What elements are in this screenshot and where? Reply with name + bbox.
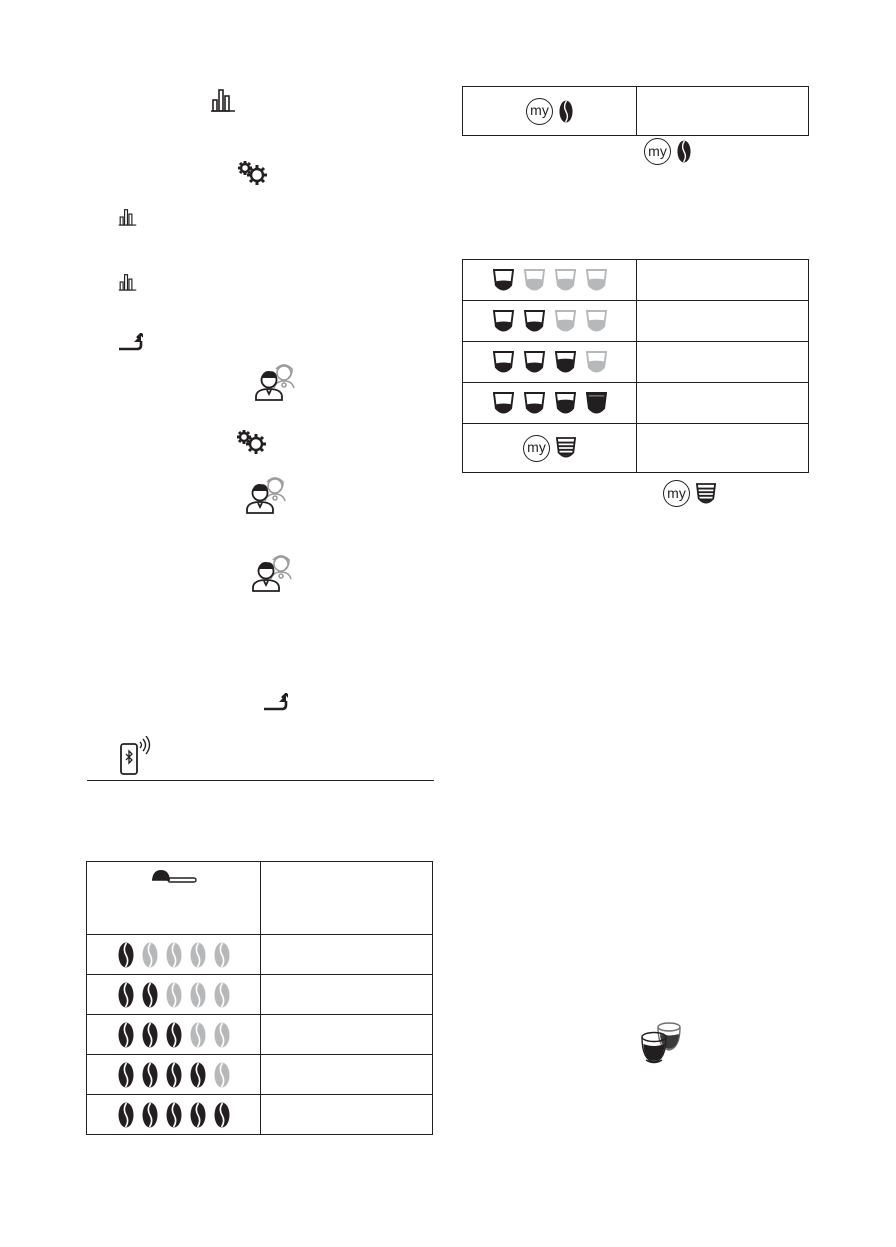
my-label: my bbox=[644, 138, 671, 165]
coffee-bean-icon bbox=[559, 100, 573, 123]
bar-chart-icon bbox=[118, 273, 137, 291]
my-aroma-desc bbox=[637, 87, 809, 136]
cup-icon bbox=[696, 483, 716, 505]
quantity-row bbox=[463, 383, 809, 424]
cup-icon bbox=[524, 351, 545, 374]
aroma-level-cell bbox=[87, 1055, 261, 1095]
cup-icon bbox=[555, 351, 576, 374]
coffee-bean-icon bbox=[214, 1022, 230, 1048]
quantity-level-desc bbox=[637, 342, 809, 383]
coffee-bean-icon bbox=[677, 140, 691, 163]
user-profiles-icon bbox=[251, 553, 297, 593]
cup-icon bbox=[586, 392, 607, 415]
my-aroma-inline bbox=[644, 138, 691, 165]
quantity-row bbox=[463, 260, 809, 301]
my-aroma-table bbox=[462, 86, 809, 136]
aroma-table bbox=[86, 861, 433, 1135]
coffee-bean-icon bbox=[118, 1102, 134, 1128]
coffee-bean-icon bbox=[166, 942, 182, 968]
bluetooth-smartphone-icon bbox=[118, 736, 154, 776]
quantity-level-cell bbox=[463, 260, 637, 301]
gears-icon bbox=[237, 161, 269, 185]
cup-icon bbox=[493, 269, 514, 292]
cup-icon bbox=[555, 310, 576, 333]
coffee-bean-icon bbox=[142, 1062, 158, 1088]
cup-icon bbox=[524, 392, 545, 415]
coffee-bean-icon bbox=[118, 982, 134, 1008]
aroma-row bbox=[87, 1015, 433, 1055]
cup-icon bbox=[493, 392, 514, 415]
my-quantity-desc bbox=[637, 424, 809, 473]
aroma-row bbox=[87, 1095, 433, 1135]
my-quantity-combo bbox=[523, 435, 576, 462]
espresso-cups-icon bbox=[636, 1020, 686, 1064]
cup-icon bbox=[586, 310, 607, 333]
my-aroma-combo bbox=[526, 98, 573, 125]
coffee-bean-icon bbox=[142, 1022, 158, 1048]
my-label: my bbox=[663, 480, 690, 507]
aroma-level-desc bbox=[261, 1095, 433, 1135]
user-profiles-icon bbox=[245, 475, 291, 515]
cup-icon bbox=[524, 269, 545, 292]
aroma-row bbox=[87, 1055, 433, 1095]
coffee-bean-icon bbox=[190, 1022, 206, 1048]
cup-icon bbox=[555, 269, 576, 292]
coffee-bean-icon bbox=[166, 1102, 182, 1128]
coffee-bean-icon bbox=[166, 1022, 182, 1048]
cup-icon bbox=[556, 437, 576, 459]
my-aroma-cell bbox=[463, 87, 637, 136]
coffee-bean-icon bbox=[214, 1062, 230, 1088]
aroma-level-cell bbox=[87, 975, 261, 1015]
back-arrow-icon bbox=[262, 693, 288, 711]
coffee-bean-icon bbox=[142, 1102, 158, 1128]
back-arrow-icon bbox=[117, 333, 143, 351]
ground-coffee-scoop-icon bbox=[150, 868, 198, 884]
coffee-bean-icon bbox=[214, 1102, 230, 1128]
coffee-bean-icon bbox=[118, 942, 134, 968]
cup-icon bbox=[586, 269, 607, 292]
my-quantity-cell bbox=[463, 424, 637, 473]
bar-chart-icon bbox=[210, 88, 236, 112]
coffee-bean-icon bbox=[118, 1062, 134, 1088]
coffee-bean-icon bbox=[190, 942, 206, 968]
quantity-level-cell bbox=[463, 383, 637, 424]
coffee-bean-icon bbox=[166, 982, 182, 1008]
aroma-header-cell bbox=[87, 862, 261, 935]
aroma-level-cell bbox=[87, 1095, 261, 1135]
coffee-bean-icon bbox=[142, 942, 158, 968]
coffee-bean-icon bbox=[190, 1102, 206, 1128]
cup-icon bbox=[586, 351, 607, 374]
aroma-header-desc bbox=[261, 862, 433, 935]
aroma-row bbox=[87, 935, 433, 975]
user-profiles-icon bbox=[254, 362, 300, 402]
quantity-level-cell bbox=[463, 301, 637, 342]
coffee-bean-icon bbox=[190, 1062, 206, 1088]
cup-icon bbox=[493, 310, 514, 333]
quantity-level-desc bbox=[637, 260, 809, 301]
section-divider bbox=[87, 780, 434, 781]
bar-chart-icon bbox=[118, 208, 137, 226]
quantity-row bbox=[463, 342, 809, 383]
aroma-level-desc bbox=[261, 935, 433, 975]
aroma-level-cell bbox=[87, 935, 261, 975]
quantity-level-cell bbox=[463, 342, 637, 383]
quantity-level-desc bbox=[637, 383, 809, 424]
my-quantity-inline bbox=[663, 480, 716, 507]
aroma-level-desc bbox=[261, 975, 433, 1015]
coffee-bean-icon bbox=[118, 1022, 134, 1048]
quantity-table bbox=[462, 259, 809, 473]
my-label: my bbox=[526, 98, 553, 125]
coffee-bean-icon bbox=[142, 982, 158, 1008]
gears-icon bbox=[236, 430, 268, 454]
coffee-bean-icon bbox=[214, 942, 230, 968]
aroma-level-cell bbox=[87, 1015, 261, 1055]
cup-icon bbox=[555, 392, 576, 415]
coffee-bean-icon bbox=[190, 982, 206, 1008]
quantity-level-desc bbox=[637, 301, 809, 342]
cup-icon bbox=[524, 310, 545, 333]
aroma-row bbox=[87, 975, 433, 1015]
aroma-level-desc bbox=[261, 1015, 433, 1055]
my-label: my bbox=[523, 435, 550, 462]
aroma-level-desc bbox=[261, 1055, 433, 1095]
quantity-row bbox=[463, 301, 809, 342]
coffee-bean-icon bbox=[166, 1062, 182, 1088]
coffee-bean-icon bbox=[214, 982, 230, 1008]
cup-icon bbox=[493, 351, 514, 374]
